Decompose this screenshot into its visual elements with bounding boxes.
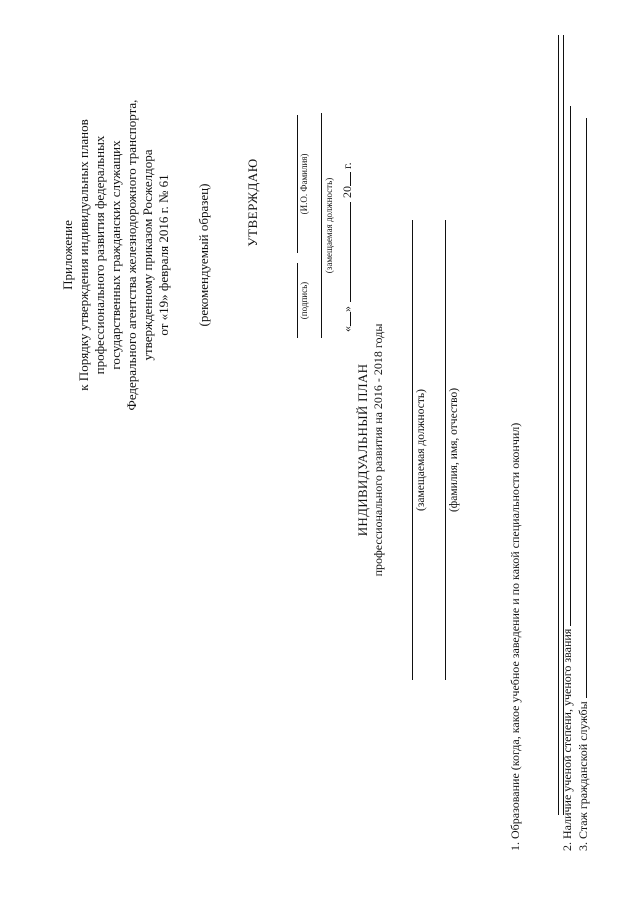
approval-heading: УТВЕРЖДАЮ [245,158,260,247]
appendix-line: от «19» февраля 2016 г. № 61 [156,174,171,336]
approver-position-line[interactable] [321,113,322,338]
signature-caption: (подпись) [299,281,309,320]
appendix-line: утвержденному приказом Росжелдора [140,149,155,361]
appendix-line: государственных гражданских служащих [108,140,123,370]
service-item [576,118,591,851]
appendix-line: к Порядку утверждения индивидуальных планов [76,119,91,391]
approver-position-caption: (замещаемая должность) [324,177,334,274]
education-line-1[interactable] [558,35,559,815]
name-line[interactable] [297,115,298,253]
employee-position-caption: (замещаемая должность) [415,389,427,511]
plan-subtitle: профессионального развития на 2016 - 2018 годы [371,323,385,577]
rotated-document [40,40,600,865]
appendix-header [60,40,172,470]
education-item: 1. Образование (когда, какое учебное заведение и по какой специальности окончил) [508,422,522,851]
appendix-line: Федерального агентства железнодорожного транспорта, [124,99,139,411]
sample-label: (рекомендуемый образец) [196,183,211,327]
year-suffix: г. [340,162,354,169]
service-label: 3. Стаж гражданской службы [576,701,590,851]
date-open-quote: « [340,326,354,332]
month-blank[interactable] [350,202,351,302]
signature-line[interactable] [297,263,298,338]
plan-title: ИНДИВИДУАЛЬНЫЙ ПЛАН [355,363,370,537]
date-close-quote: » [340,306,354,312]
employee-position-line[interactable] [412,220,413,680]
year-blank[interactable] [350,172,351,186]
name-caption: (И.О. Фамилия) [299,153,309,215]
appendix-line: Приложение [60,220,75,290]
degree-blank[interactable] [570,106,571,626]
degree-item [560,106,575,851]
appendix-line: профессионального развития федеральных [92,135,107,375]
degree-label: 2. Наличие ученой степени, ученого звания [560,628,574,851]
year-prefix: 20 [340,186,354,198]
approval-date [340,102,355,332]
service-blank[interactable] [586,118,587,698]
employee-name-caption: (фамилия, имя, отчество) [448,387,460,513]
employee-name-line[interactable] [445,220,446,680]
day-blank[interactable] [350,312,351,326]
